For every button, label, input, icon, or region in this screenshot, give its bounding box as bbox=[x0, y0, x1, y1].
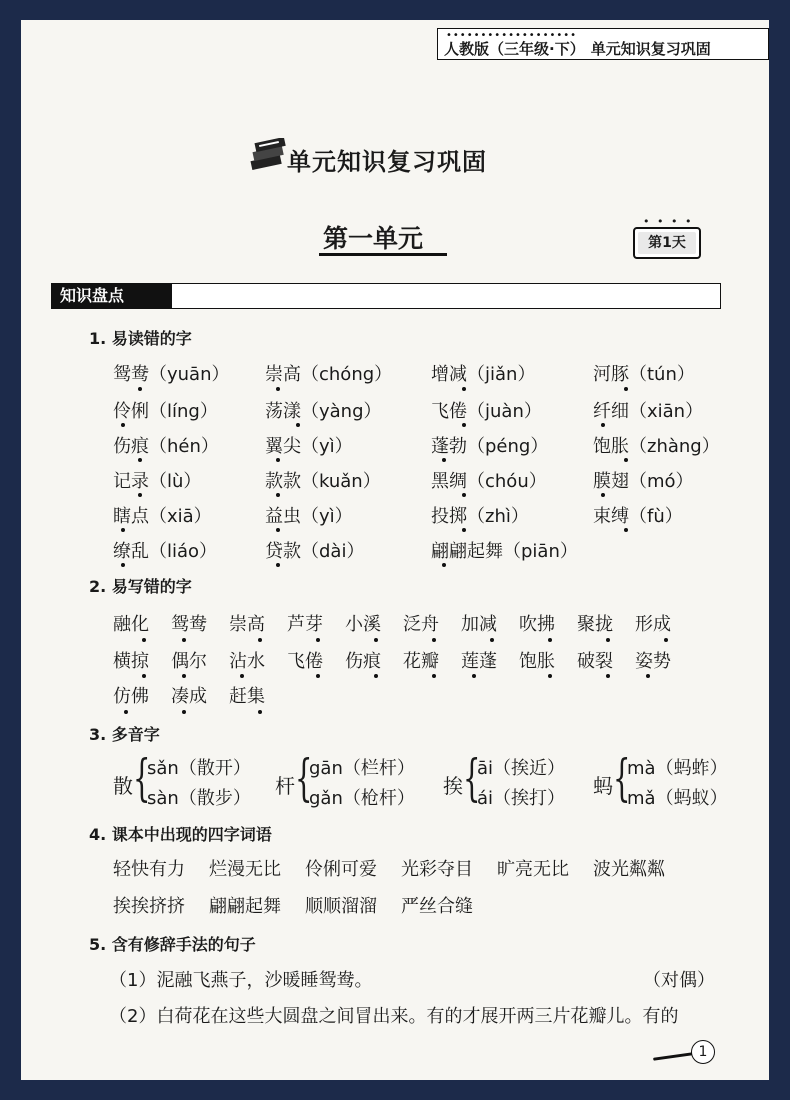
emphasis-dot bbox=[258, 710, 262, 714]
unit-title-underline bbox=[319, 253, 447, 256]
document-page bbox=[21, 20, 769, 1080]
poly-reading: gān（栏杆） bbox=[309, 758, 415, 779]
s1-word: 款款（kuǎn） bbox=[265, 471, 381, 492]
rhetoric-sentence: （2）白荷花在这些大圆盘之间冒出来。有的才展开两三片花瓣儿。有的 bbox=[109, 1006, 679, 1027]
s1-word: 纤细（xiān） bbox=[593, 401, 704, 422]
day-badge-label: 第1天 bbox=[638, 232, 696, 254]
idiom: 挨挨挤挤 bbox=[113, 896, 185, 917]
poly-reading: āi（挨近） bbox=[477, 758, 566, 779]
emphasis-dot bbox=[182, 674, 186, 678]
emphasis-dot bbox=[624, 528, 628, 532]
s2-word: 破裂 bbox=[577, 651, 613, 672]
emphasis-dot bbox=[182, 710, 186, 714]
s4-heading: 4. 课本中出现的四字词语 bbox=[89, 825, 272, 844]
s1-word: 饱胀（zhàng） bbox=[593, 436, 720, 457]
s1-word: 贷款（dài） bbox=[265, 541, 365, 562]
s2-word: 沾水 bbox=[229, 651, 265, 672]
s2-word: 聚拢 bbox=[577, 614, 613, 635]
emphasis-dot bbox=[548, 638, 552, 642]
s1-word: 记录（lù） bbox=[113, 471, 202, 492]
brace-icon: { bbox=[295, 749, 313, 807]
section-bar bbox=[51, 283, 721, 309]
unit-title: 第一单元 bbox=[323, 224, 424, 253]
emphasis-dot bbox=[316, 638, 320, 642]
brace-icon: { bbox=[463, 749, 481, 807]
idiom: 光彩夺目 bbox=[401, 859, 473, 880]
emphasis-dot bbox=[462, 528, 466, 532]
emphasis-dot bbox=[374, 638, 378, 642]
s2-word: 赶集 bbox=[229, 686, 265, 707]
emphasis-dot bbox=[142, 638, 146, 642]
emphasis-dot bbox=[276, 563, 280, 567]
brace-icon: { bbox=[133, 749, 151, 807]
s1-word: 束缚（fù） bbox=[593, 506, 683, 527]
emphasis-dot bbox=[601, 423, 605, 427]
emphasis-dot bbox=[296, 423, 300, 427]
s3-heading: 3. 多音字 bbox=[89, 725, 160, 744]
emphasis-dot bbox=[240, 674, 244, 678]
s2-word: 伤痕 bbox=[345, 651, 381, 672]
s1-word: 飞倦（juàn） bbox=[431, 401, 542, 422]
emphasis-dot bbox=[646, 674, 650, 678]
rhetoric-sentence: （1）泥融飞燕子，沙暖睡鸳鸯。 bbox=[109, 970, 373, 991]
day-badge bbox=[633, 215, 701, 259]
s1-word: 伶俐（líng） bbox=[113, 401, 218, 422]
s2-word: 小溪 bbox=[345, 614, 381, 635]
emphasis-dot bbox=[121, 563, 125, 567]
poly-reading: mǎ（蚂蚁） bbox=[627, 788, 728, 809]
emphasis-dot bbox=[462, 493, 466, 497]
emphasis-dot bbox=[276, 493, 280, 497]
s1-word: 鸳鸯（yuān） bbox=[113, 364, 230, 385]
s2-word: 泛舟 bbox=[403, 614, 439, 635]
emphasis-dot bbox=[374, 674, 378, 678]
s1-word: 翼尖（yì） bbox=[265, 436, 353, 457]
poly-reading: mà（蚂蚱） bbox=[627, 758, 728, 779]
page-swoosh bbox=[653, 1052, 693, 1061]
emphasis-dot bbox=[490, 638, 494, 642]
header-dots: ••••••••••••••••••• bbox=[446, 30, 578, 41]
s2-word: 花瓣 bbox=[403, 651, 439, 672]
s2-word: 莲蓬 bbox=[461, 651, 497, 672]
emphasis-dot bbox=[442, 563, 446, 567]
s1-word: 投掷（zhì） bbox=[431, 506, 529, 527]
idiom: 轻快有力 bbox=[113, 859, 185, 880]
emphasis-dot bbox=[142, 674, 146, 678]
emphasis-dot bbox=[442, 458, 446, 462]
brace-icon: { bbox=[613, 749, 631, 807]
emphasis-dot bbox=[316, 674, 320, 678]
section-label: 知识盘点 bbox=[52, 284, 172, 308]
s1-word: 翩翩起舞（piān） bbox=[431, 541, 578, 562]
poly-char: 蚂 bbox=[593, 774, 613, 798]
s1-word: 荡漾（yàng） bbox=[265, 401, 382, 422]
s2-word: 芦芽 bbox=[287, 614, 323, 635]
emphasis-dot bbox=[182, 638, 186, 642]
emphasis-dot bbox=[606, 674, 610, 678]
idiom: 严丝合缝 bbox=[401, 896, 473, 917]
s2-word: 鸳鸯 bbox=[171, 614, 207, 635]
s2-word: 加减 bbox=[461, 614, 497, 635]
emphasis-dot bbox=[432, 638, 436, 642]
emphasis-dot bbox=[138, 387, 142, 391]
s2-word: 融化 bbox=[113, 614, 149, 635]
header-edition: 人教版（三年级·下） bbox=[444, 40, 585, 58]
running-header bbox=[437, 28, 769, 60]
s2-word: 崇高 bbox=[229, 614, 265, 635]
emphasis-dot bbox=[601, 493, 605, 497]
emphasis-dot bbox=[276, 387, 280, 391]
s2-word: 饱胀 bbox=[519, 651, 555, 672]
poly-char: 挨 bbox=[443, 774, 463, 798]
emphasis-dot bbox=[276, 458, 280, 462]
s2-word: 凑成 bbox=[171, 686, 207, 707]
s2-word: 姿势 bbox=[635, 651, 671, 672]
banner-title: 单元知识复习巩固 bbox=[287, 148, 487, 176]
s1-word: 河豚（tún） bbox=[593, 364, 695, 385]
emphasis-dot bbox=[664, 638, 668, 642]
s2-word: 飞倦 bbox=[287, 651, 323, 672]
idiom: 烂漫无比 bbox=[209, 859, 281, 880]
poly-reading: sàn（散步） bbox=[147, 788, 251, 809]
emphasis-dot bbox=[548, 674, 552, 678]
poly-reading: sǎn（散开） bbox=[147, 758, 251, 779]
emphasis-dot bbox=[606, 638, 610, 642]
s1-word: 蓬勃（péng） bbox=[431, 436, 549, 457]
emphasis-dot bbox=[432, 674, 436, 678]
badge-dots: • • • • bbox=[643, 215, 694, 228]
poly-reading: ái（挨打） bbox=[477, 788, 566, 809]
s1-word: 膜翅（mó） bbox=[593, 471, 694, 492]
emphasis-dot bbox=[138, 493, 142, 497]
emphasis-dot bbox=[472, 674, 476, 678]
emphasis-dot bbox=[138, 458, 142, 462]
s2-word: 横掠 bbox=[113, 651, 149, 672]
s1-word: 崇高（chóng） bbox=[265, 364, 393, 385]
idiom: 伶俐可爱 bbox=[305, 859, 377, 880]
emphasis-dot bbox=[462, 387, 466, 391]
emphasis-dot bbox=[276, 528, 280, 532]
s1-word: 益虫（yì） bbox=[265, 506, 353, 527]
rhetoric-type: （对偶） bbox=[643, 970, 715, 991]
books-icon bbox=[249, 138, 289, 174]
s2-heading: 2. 易写错的字 bbox=[89, 577, 192, 596]
emphasis-dot bbox=[624, 458, 628, 462]
idiom: 顺顺溜溜 bbox=[305, 896, 377, 917]
idiom: 波光粼粼 bbox=[593, 859, 665, 880]
emphasis-dot bbox=[124, 710, 128, 714]
poly-char: 散 bbox=[113, 774, 133, 798]
s1-word: 缭乱（liáo） bbox=[113, 541, 218, 562]
s1-word: 瞎点（xiā） bbox=[113, 506, 212, 527]
page-number: 1 bbox=[691, 1040, 715, 1064]
s2-word: 偶尔 bbox=[171, 651, 207, 672]
s1-word: 黑绸（chóu） bbox=[431, 471, 547, 492]
idiom: 翩翩起舞 bbox=[209, 896, 281, 917]
poly-reading: gǎn（枪杆） bbox=[309, 788, 415, 809]
s2-word: 形成 bbox=[635, 614, 671, 635]
poly-char: 杆 bbox=[275, 774, 295, 798]
emphasis-dot bbox=[121, 528, 125, 532]
idiom: 旷亮无比 bbox=[497, 859, 569, 880]
emphasis-dot bbox=[121, 423, 125, 427]
s2-word: 吹拂 bbox=[519, 614, 555, 635]
s1-heading: 1. 易读错的字 bbox=[89, 329, 192, 348]
s2-word: 仿佛 bbox=[113, 686, 149, 707]
emphasis-dot bbox=[258, 638, 262, 642]
s5-heading: 5. 含有修辞手法的句子 bbox=[89, 935, 256, 954]
header-title: 单元知识复习巩固 bbox=[590, 40, 711, 58]
s1-word: 增减（jiǎn） bbox=[431, 364, 536, 385]
emphasis-dot bbox=[624, 387, 628, 391]
s1-word: 伤痕（hén） bbox=[113, 436, 219, 457]
emphasis-dot bbox=[462, 423, 466, 427]
